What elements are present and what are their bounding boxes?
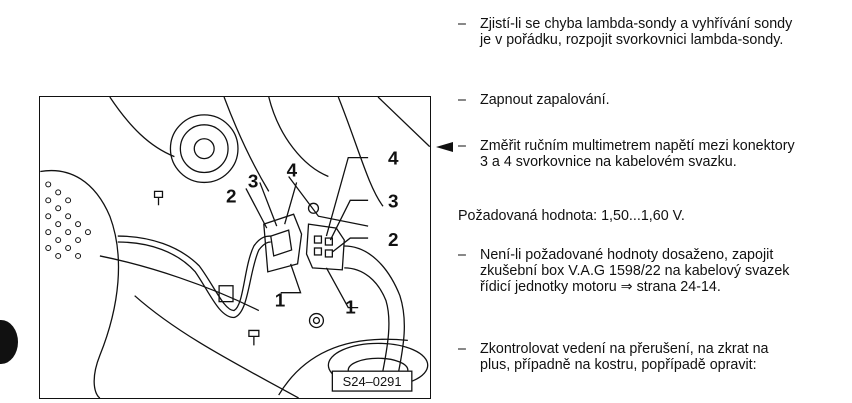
required-value: Požadovaná hodnota: 1,50...1,60 V. — [458, 208, 685, 224]
instruction-text: Zjistí-li se chyba lambda-sondy a vyhřívání sondy je v pořádku, rozpojit svorkovnici lambda-sondy. — [480, 16, 793, 49]
instruction-step: – Zkontrolovat vedení na přerušení, na zkrat na plus, případně na kostru, popřípadě opravit: — [458, 341, 769, 374]
instruction-text: Zkontrolovat vedení na přerušení, na zkrat na plus, případně na kostru, popřípadě opravit: — [480, 341, 769, 374]
callout-3-left: 3 — [247, 170, 259, 192]
callout-4-left: 4 — [286, 159, 298, 181]
instruction-text: Zapnout zapalování. — [480, 92, 610, 108]
page-edge-marker — [0, 320, 18, 364]
callout-2-left: 2 — [226, 185, 237, 207]
current-step-arrow-icon — [436, 142, 453, 152]
instruction-step: – Zjistí-li se chyba lambda-sondy a vyhřívání sondy je v pořádku, rozpojit svorkovnici lambda-sondy. — [458, 16, 793, 49]
instruction-step: – Zapnout zapalování. — [458, 92, 610, 108]
instruction-step: – Změřit ručním multimetrem napětí mezi konektory 3 a 4 svorkovnice na kabelovém svazku. — [458, 138, 795, 171]
instruction-text: Změřit ručním multimetrem napětí mezi konektory 3 a 4 svorkovnice na kabelovém svazku. — [480, 138, 795, 171]
connector-illustration — [39, 96, 431, 399]
instruction-step: – Není-li požadované hodnoty dosaženo, zapojit zkušební box V.A.G 1598/22 na kabelový svazek řídicí jednotky motoru ⇒ strana 24-14. — [458, 247, 790, 296]
callout-4-right: 4 — [387, 147, 399, 169]
instruction-text: Není-li požadované hodnoty dosaženo, zapojit zkušební box V.A.G 1598/22 na kabelový svazek řídicí jednotky motoru ⇒ strana 24-14. — [480, 247, 790, 296]
callout-1-right: 1 — [345, 296, 356, 318]
callout-3-right: 3 — [387, 190, 399, 212]
callout-1-left: 1 — [274, 289, 286, 311]
callout-2-right: 2 — [387, 229, 399, 251]
figure-code: S24–0291 — [342, 374, 402, 390]
